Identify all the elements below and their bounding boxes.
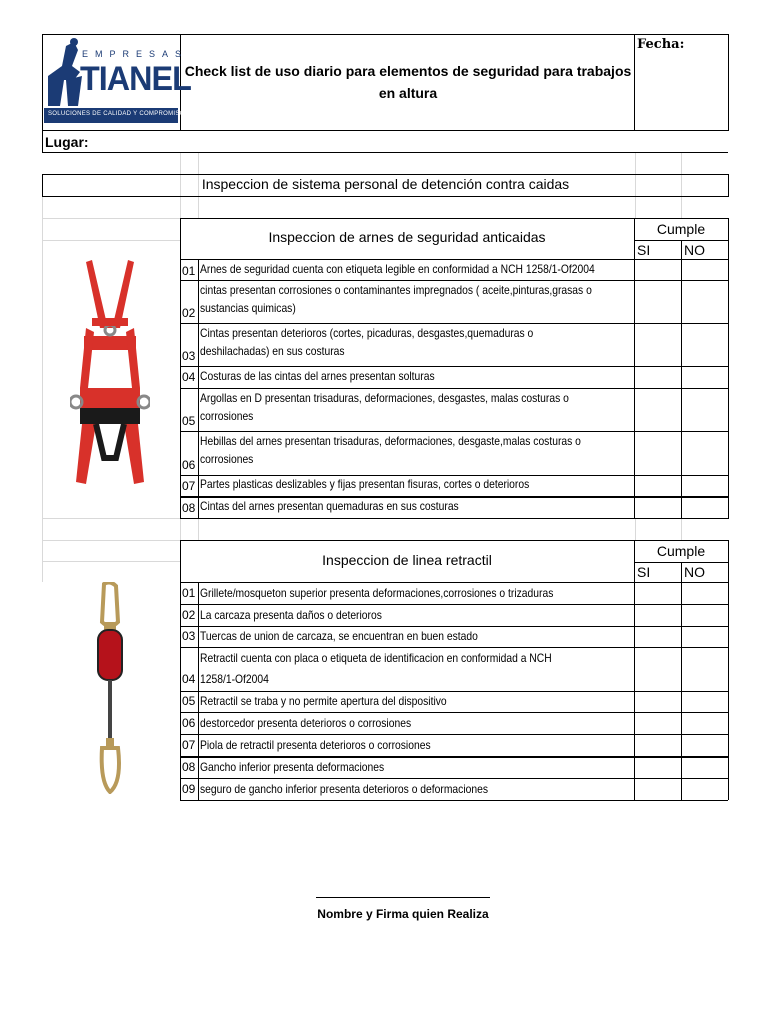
retractil-row-04-si-cell[interactable] (635, 648, 681, 691)
row-text-line1: Argollas en D presentan trisaduras, deformaciones, desgastes, malas costuras o (200, 391, 569, 405)
retractil-row-04-no-cell[interactable] (682, 648, 728, 691)
harness-row-06-si-cell[interactable] (635, 432, 681, 475)
harness-row-04-si-cell[interactable] (635, 367, 681, 388)
logo-top-text: EMPRESAS (82, 49, 189, 59)
retractil-title: Inspeccion de linea retractil (322, 552, 492, 568)
row-text: Costuras de las cintas del arnes presentan solturas (200, 369, 435, 383)
page-title-line1: Check list de uso diario para elementos de seguridad para trabajos (184, 63, 632, 79)
signature-label: Nombre y Firma quien Realiza (317, 907, 489, 921)
page-title (182, 60, 634, 104)
retractil-row-05-si-cell[interactable] (635, 692, 681, 712)
retractil-row-08-si-cell[interactable] (635, 758, 681, 778)
row-text: La carcaza presenta daños o deterioros (200, 608, 382, 622)
row-text: Grillete/mosqueton superior presenta deformaciones,corrosiones o trizaduras (200, 586, 554, 600)
row-text-line2: corrosiones (200, 409, 254, 423)
retractil-image (94, 582, 126, 794)
lugar-field[interactable] (100, 132, 728, 152)
retractil-row-07-si-cell[interactable] (635, 735, 681, 756)
row-text: Piola de retractil presenta deterioros o corrosiones (200, 738, 431, 752)
row-text: Tuercas de union de carcaza, se encuentran en buen estado (200, 629, 478, 643)
retractil-row-02-no-cell[interactable] (682, 605, 728, 626)
harness-row-01-si-cell[interactable] (635, 261, 681, 280)
row-text-line1: cintas presentan corrosiones o contaminantes impregnados ( aceite,pinturas,grasas o (200, 283, 592, 297)
retractil-row-06-si-cell[interactable] (635, 713, 681, 734)
harness-si-label: SI (637, 242, 651, 258)
harness-cumple-label: Cumple (656, 221, 706, 237)
row-number: 05 (182, 414, 196, 428)
retractil-cumple-label: Cumple (656, 543, 706, 559)
logo-tagline: SOLUCIONES DE CALIDAD Y COMPROMISO (48, 111, 185, 117)
row-text: Retractil se traba y no permite apertura del dispositivo (200, 694, 447, 708)
row-number: 06 (182, 458, 196, 472)
harness-row-03-no-cell[interactable] (682, 324, 728, 366)
row-text-line1: Retractil cuenta con placa o etiqueta de identificacion en conformidad a NCH (200, 651, 552, 665)
row-text-line1: Hebillas del arnes presentan trisaduras, deformaciones, desgaste,malas costuras o (200, 434, 581, 448)
retractil-row-01-no-cell[interactable] (682, 584, 728, 604)
row-number: 04 (182, 672, 196, 686)
fecha-label: Fecha: (637, 37, 685, 52)
logo-name: TIANEL (80, 60, 191, 98)
section-title: Inspeccion de sistema personal de detención contra caidas (201, 176, 570, 192)
row-text-line2: 1258/1-Of2004 (200, 672, 269, 686)
retractil-row-09-no-cell[interactable] (682, 779, 728, 800)
retractil-row-08-no-cell[interactable] (682, 758, 728, 778)
row-number: 03 (182, 629, 196, 643)
row-number: 04 (182, 370, 196, 384)
row-text-line2: deshilachadas) en sus costuras (200, 344, 345, 358)
harness-title: Inspeccion de arnes de seguridad anticaidas (268, 229, 546, 245)
row-number: 06 (182, 716, 196, 730)
row-number: 07 (182, 479, 196, 493)
retractil-si-label: SI (637, 564, 651, 580)
harness-row-08-no-cell[interactable] (682, 498, 728, 518)
harness-row-08-si-cell[interactable] (635, 498, 681, 518)
harness-row-05-si-cell[interactable] (635, 389, 681, 431)
harness-row-06-no-cell[interactable] (682, 432, 728, 475)
row-number: 01 (182, 586, 196, 600)
row-number: 03 (182, 349, 196, 363)
fecha-field[interactable] (682, 36, 728, 58)
row-number: 01 (182, 264, 196, 278)
row-number: 09 (182, 782, 196, 796)
row-text: seguro de gancho inferior presenta deterioros o deformaciones (200, 782, 488, 796)
harness-row-04-no-cell[interactable] (682, 367, 728, 388)
row-text: Cintas del arnes presentan quemaduras en sus costuras (200, 499, 459, 513)
row-number: 07 (182, 738, 196, 752)
harness-row-03-si-cell[interactable] (635, 324, 681, 366)
page-title-line2: en altura (378, 85, 438, 101)
retractil-row-02-si-cell[interactable] (635, 605, 681, 626)
signature-field[interactable] (316, 870, 490, 897)
signature-line (316, 897, 490, 898)
row-number: 08 (182, 760, 196, 774)
row-number: 08 (182, 501, 196, 515)
row-text: Arnes de seguridad cuenta con etiqueta legible en conformidad a NCH 1258/1-Of2004 (200, 262, 595, 276)
retractil-row-03-si-cell[interactable] (635, 627, 681, 647)
harness-image (70, 258, 150, 490)
row-number: 05 (182, 694, 196, 708)
harness-no-label: NO (684, 242, 705, 258)
retractil-row-09-si-cell[interactable] (635, 779, 681, 800)
row-text: destorcedor presenta deterioros o corrosiones (200, 716, 412, 730)
harness-row-07-no-cell[interactable] (682, 476, 728, 496)
retractil-row-05-no-cell[interactable] (682, 692, 728, 712)
row-text-line2: sustancias quimicas) (200, 301, 296, 315)
retractil-row-06-no-cell[interactable] (682, 713, 728, 734)
row-text: Gancho inferior presenta deformaciones (200, 760, 385, 774)
harness-row-01-no-cell[interactable] (682, 261, 728, 280)
harness-row-07-si-cell[interactable] (635, 476, 681, 496)
row-text: Partes plasticas deslizables y fijas presentan fisuras, cortes o deterioros (200, 477, 530, 491)
harness-row-02-si-cell[interactable] (635, 281, 681, 323)
row-text-line1: Cintas presentan deterioros (cortes, picaduras, desgastes,quemaduras o (200, 326, 534, 340)
row-number: 02 (182, 608, 196, 622)
lugar-label: Lugar: (45, 134, 89, 150)
retractil-row-01-si-cell[interactable] (635, 584, 681, 604)
retractil-row-07-no-cell[interactable] (682, 735, 728, 756)
retractil-no-label: NO (684, 564, 705, 580)
retractil-row-03-no-cell[interactable] (682, 627, 728, 647)
row-text-line2: corrosiones (200, 452, 254, 466)
harness-row-02-no-cell[interactable] (682, 281, 728, 323)
harness-row-05-no-cell[interactable] (682, 389, 728, 431)
row-number: 02 (182, 306, 196, 320)
